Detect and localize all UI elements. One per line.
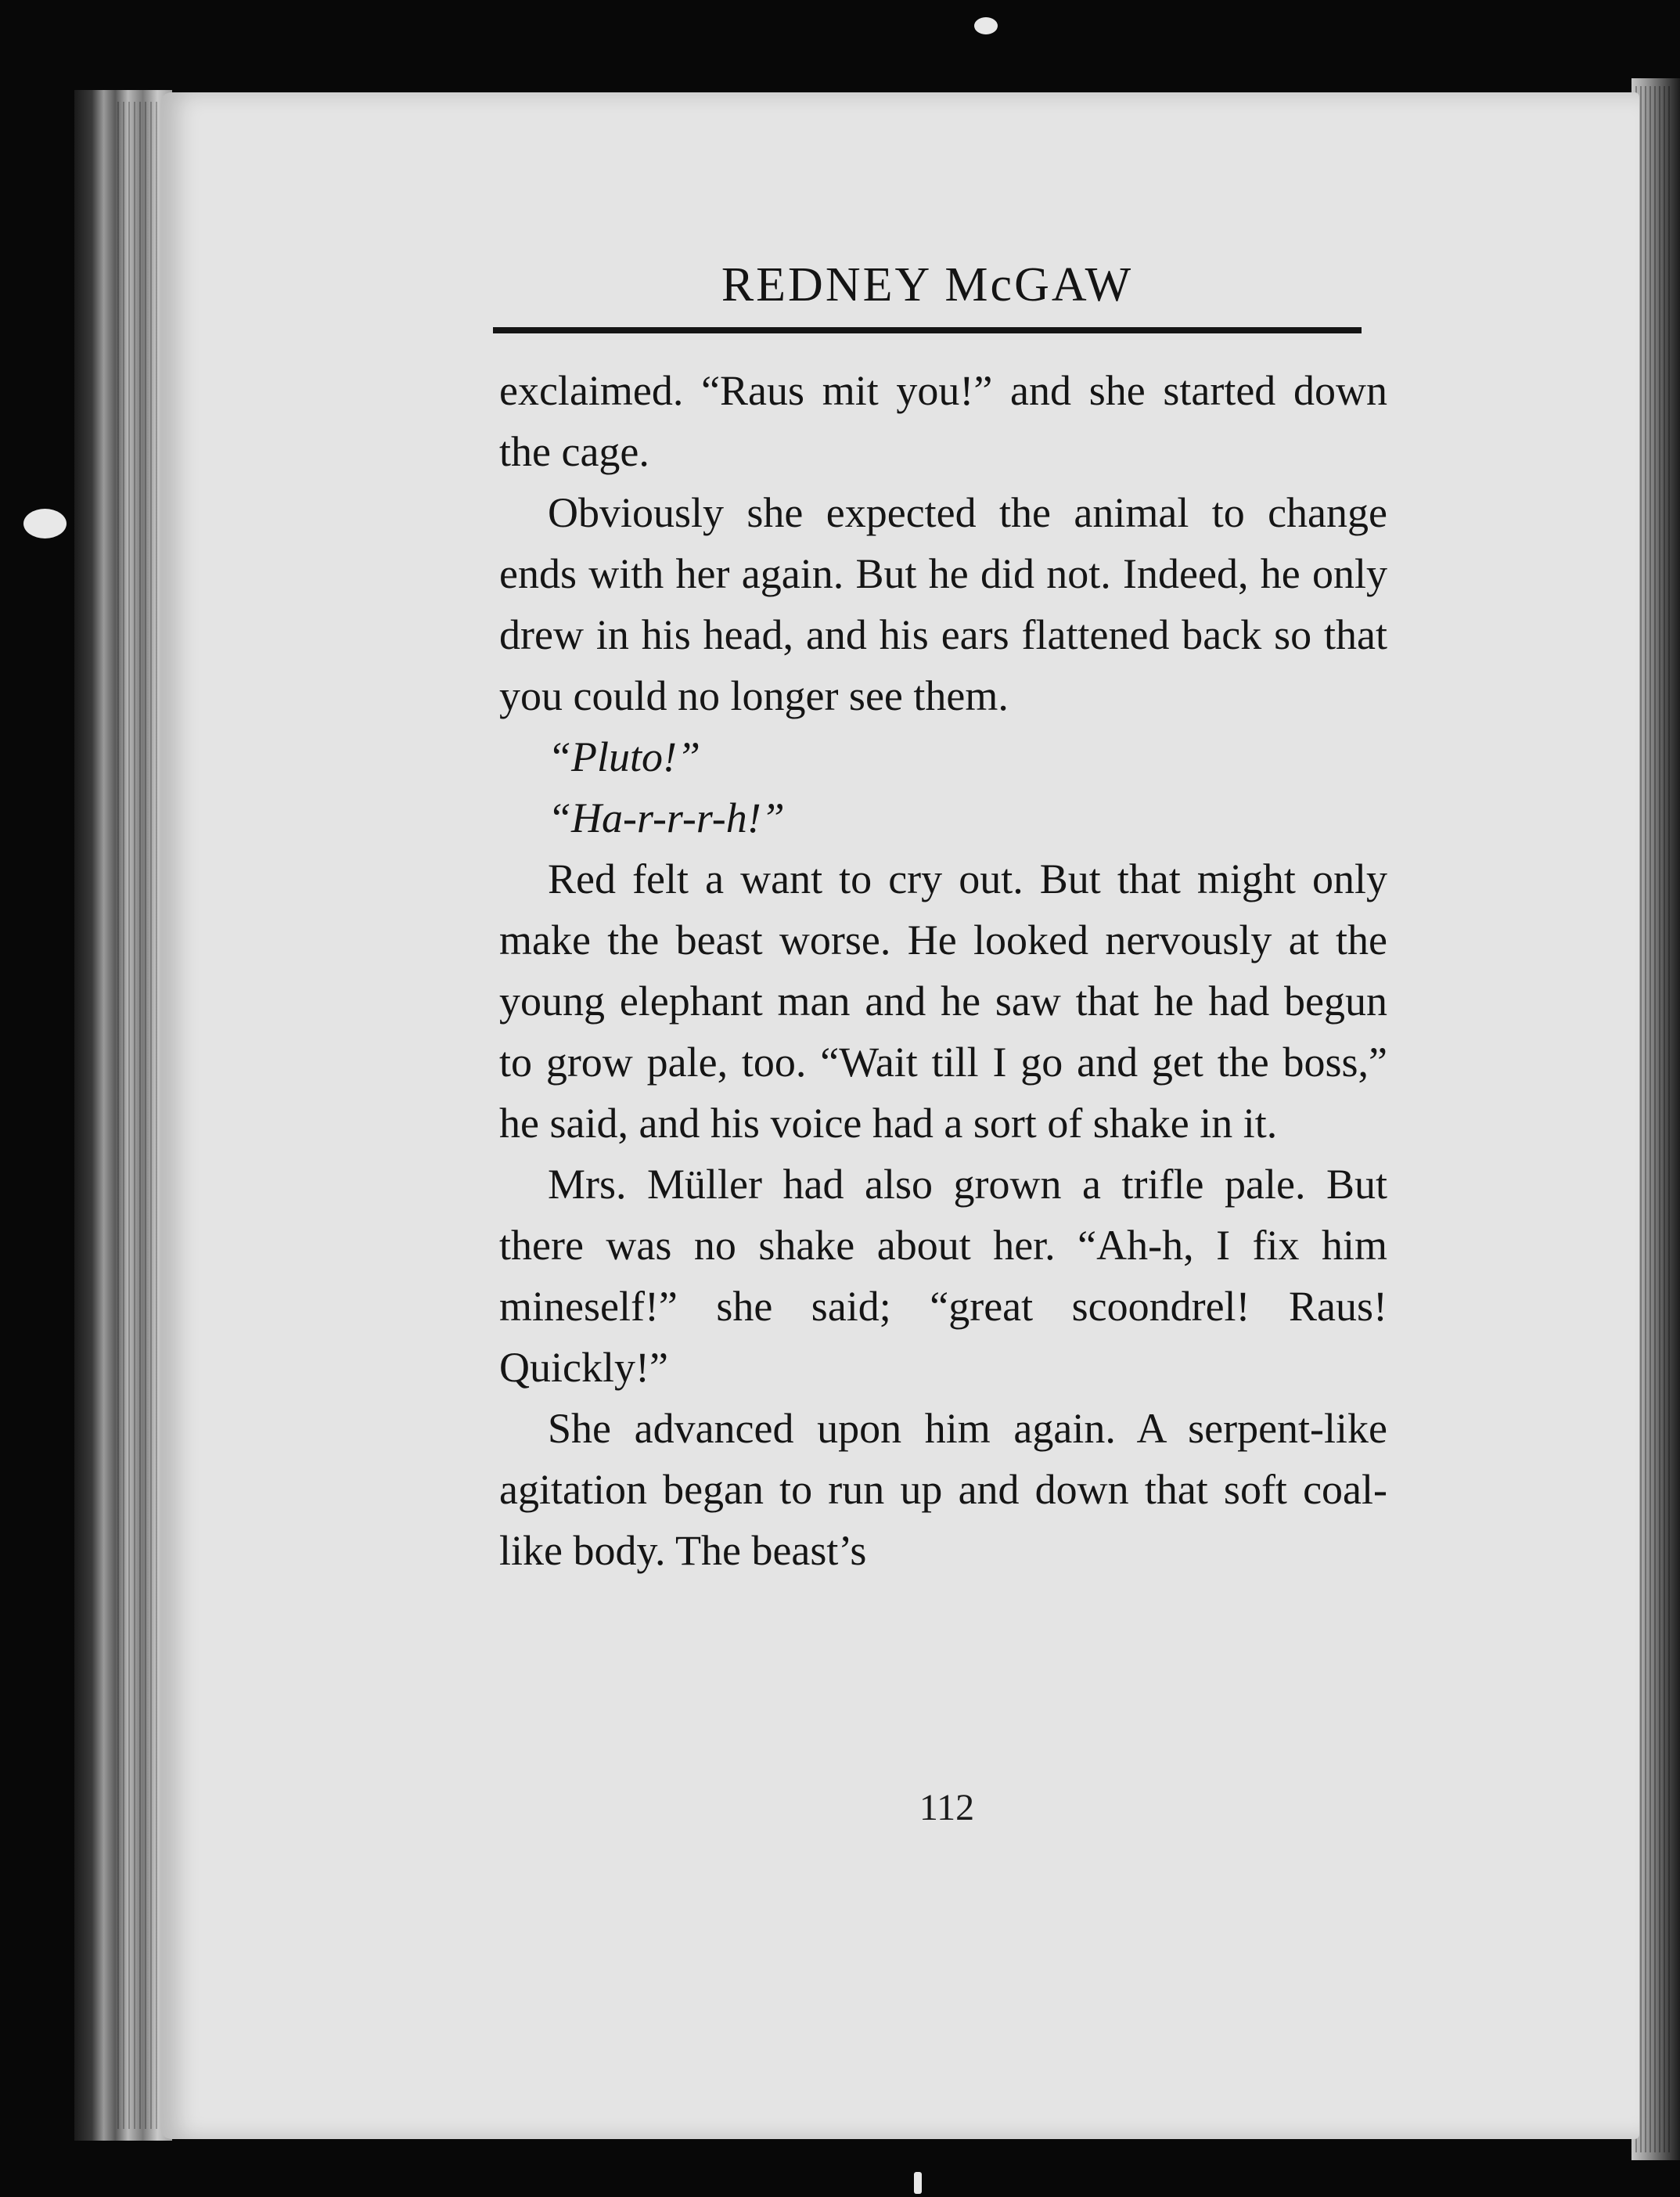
- dialogue-growl: “Ha-r-r-r-h!”: [548, 794, 785, 841]
- scan-speck: [23, 509, 67, 538]
- page-edges-texture: [1635, 86, 1671, 2152]
- spine-texture: [117, 102, 164, 2129]
- header-rule: [493, 327, 1362, 333]
- scan-speck: [974, 17, 998, 34]
- paragraph-6: Mrs. Müller had also grown a trifle pale. But there was no shake about her. “Ah-h, I fix him mineself!” she said; “great scoondrel! Raus! Quickly!”: [499, 1161, 1387, 1391]
- paragraph-5: Red felt a want to cry out. But that might only make the beast worse. He looked nervously at the young elephant man and he saw that he had begun to grow pale, too. “Wait till I go and get the boss,” he said, and his voice had a sort of shake in it.: [499, 855, 1387, 1147]
- paragraph-1: exclaimed. “Raus mit you!” and she started down the cage.: [499, 367, 1387, 475]
- paragraph-2: Obviously she expected the animal to change ends with her again. But he did not. Indeed, he only drew in his head, and his ears flattened back so that you could no longer see them.: [499, 489, 1387, 719]
- running-head: [493, 167, 1362, 323]
- paragraph-7: She advanced upon him again. A serpent-like agitation began to run up and down that soft coal-like body. The beast’s: [499, 1405, 1387, 1574]
- page-body: [499, 360, 1387, 1800]
- dialogue-pluto: “Pluto!”: [548, 733, 701, 780]
- page-number: 112: [919, 1787, 975, 1828]
- scan-speck: [914, 2172, 922, 2194]
- running-head-title: REDNEY McGAW: [721, 258, 1134, 312]
